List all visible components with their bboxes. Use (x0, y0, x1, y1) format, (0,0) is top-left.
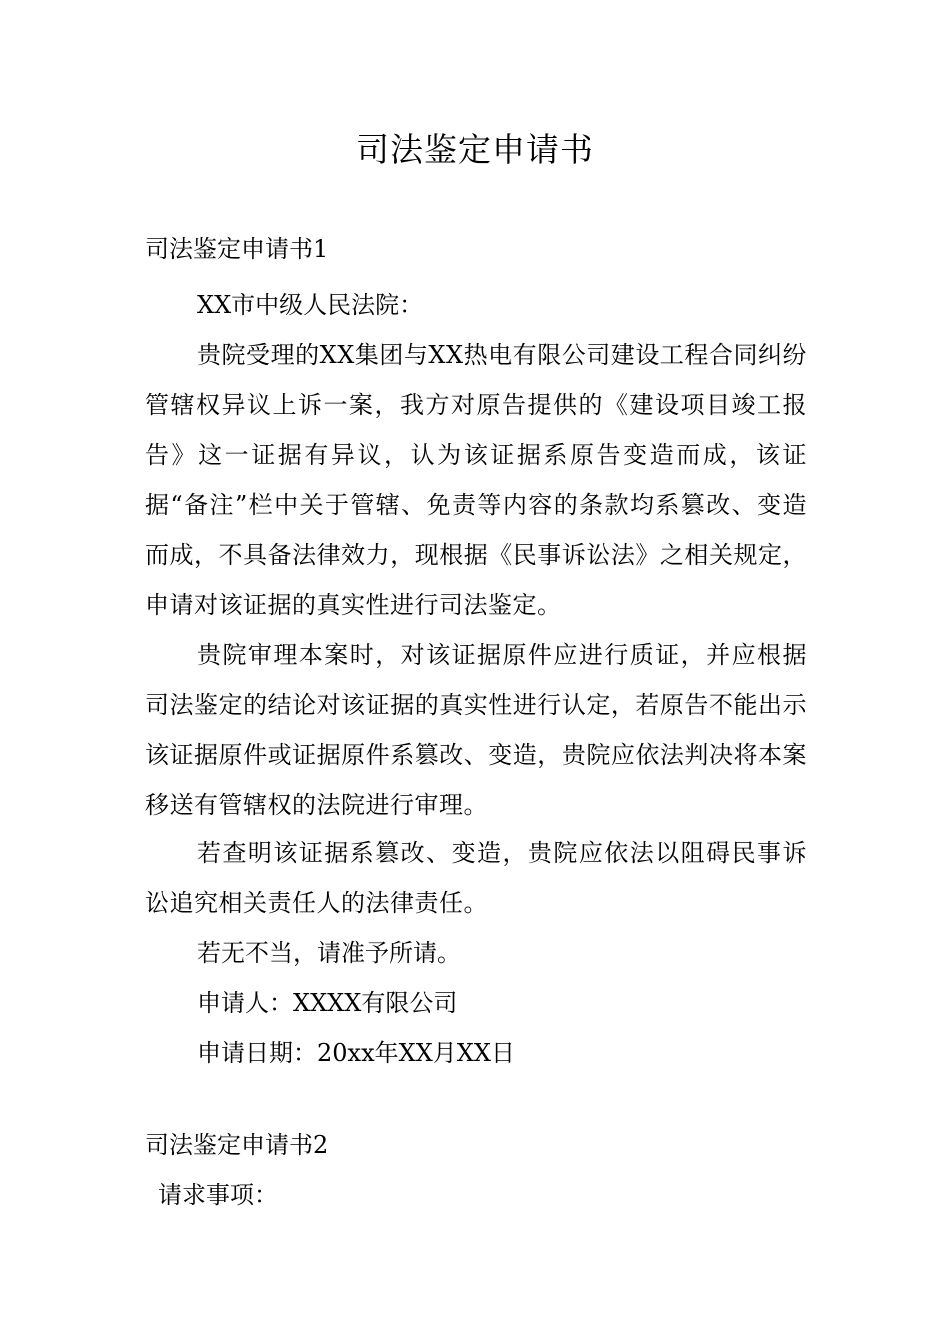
salutation: XX市中级人民法院： (197, 291, 424, 319)
paragraph-2: 贵院审理本案时，对该证据原件应进行质证，并应根据司法鉴定的结论对该证据的真实性进行认定，若原告不能出示该证据原件或证据原件系篡改、变造，贵院应依法判决将本案移送有管辖权的法院进行审理。 (145, 641, 807, 819)
applicant-line: 申请人：XXXX有限公司 (197, 989, 458, 1017)
document-title: 司法鉴定申请书 (356, 130, 594, 169)
application-date-line: 申请日期：20xx年XX月XX日 (197, 1039, 515, 1067)
paragraph-1: 贵院受理的XX集团与XX热电有限公司建设工程合同纠纷管辖权异议上诉一案，我方对原告提供的《建设项目竣工报告》这一证据有异议，认为该证据系原告变造而成，该证据“备注”栏中关于管辖、免责等内容的条款均系篡改、变造而成，不具备法律效力，现根据《民事诉讼法》之相关规定，申请对该证据的真实性进行司法鉴定。 (145, 341, 807, 619)
closing-line: 若无不当，请准予所请。 (197, 939, 461, 967)
claims-label: 请求事项： (158, 1181, 278, 1209)
section-2-heading: 司法鉴定申请书2 (145, 1131, 329, 1159)
section-1-heading: 司法鉴定申请书1 (145, 235, 329, 263)
paragraph-3: 若查明该证据系篡改、变造，贵院应依法以阻碍民事诉讼追究相关责任人的法律责任。 (145, 839, 807, 917)
